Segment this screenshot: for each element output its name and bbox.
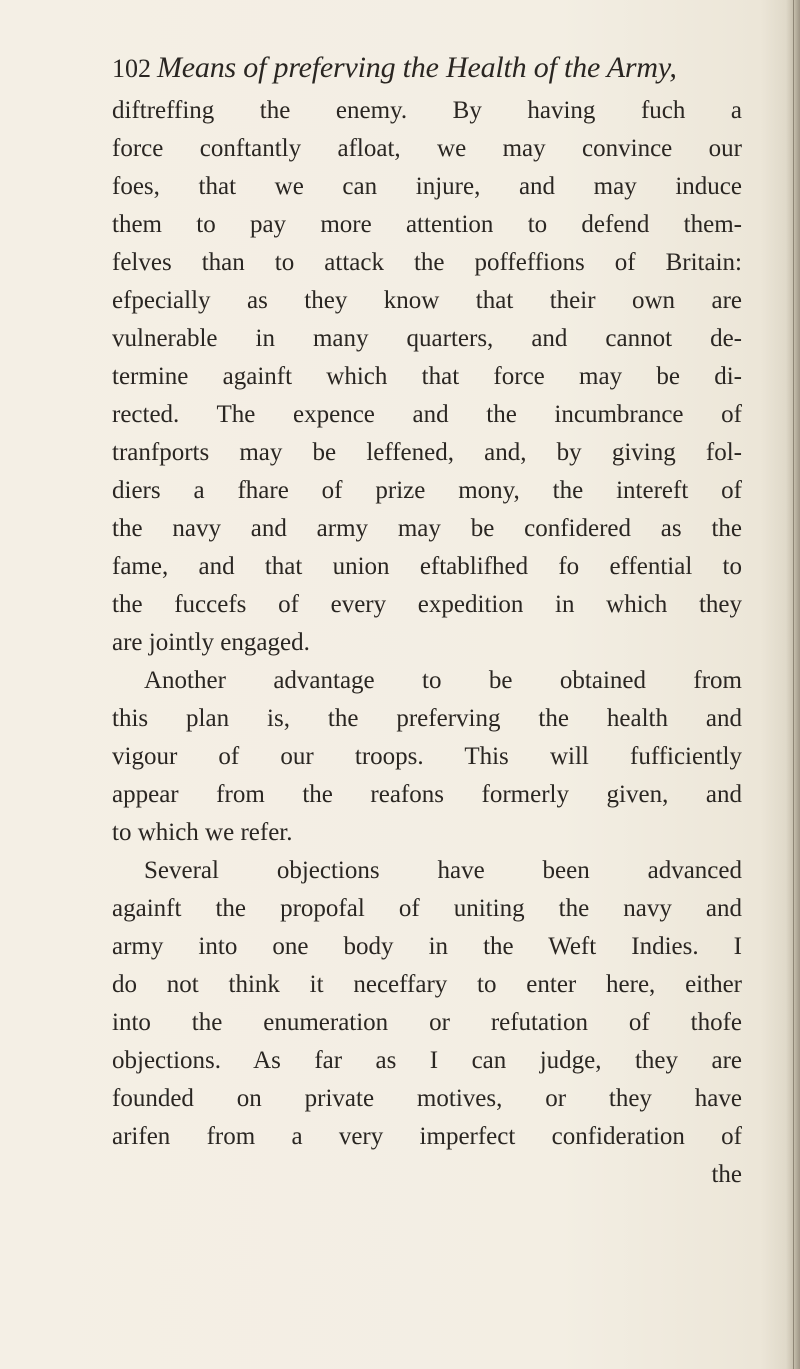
text-line: them to pay more attention to defend them-	[112, 211, 742, 238]
text-line: felves than to attack the poffeffions of Britain:	[112, 249, 742, 276]
text-line: force conftantly afloat, we may convince our	[112, 135, 742, 162]
text-line: efpecially as they know that their own are	[112, 287, 742, 314]
text-line: founded on private motives, or they have	[112, 1085, 742, 1112]
text-line: vulnerable in many quarters, and cannot de-	[112, 325, 742, 352]
paragraph-start-line: Several objections have been advanced	[144, 857, 742, 884]
text-line: foes, that we can injure, and may induce	[112, 173, 742, 200]
text-line: diers a fhare of prize mony, the intereft of	[112, 477, 742, 504]
text-line: termine againft which that force may be di-	[112, 363, 742, 390]
text-line: tranfports may be leffened, and, by giving fol-	[112, 439, 742, 466]
page-number: 102	[112, 54, 151, 83]
text-line: arifen from a very imperfect confideration of	[112, 1123, 742, 1150]
running-head: Means of preferving the Health of the Army,	[157, 51, 677, 84]
text-line: do not think it neceffary to enter here, either	[112, 971, 742, 998]
page-header	[112, 44, 742, 92]
catchword: the	[711, 1161, 742, 1188]
text-line: the navy and army may be confidered as the	[112, 515, 742, 542]
text-line: vigour of our troops. This will fufficiently	[112, 743, 742, 770]
page-edge-line	[793, 0, 794, 1369]
paragraph-end-line: to which we refer.	[112, 819, 293, 846]
paragraph-start-line: Another advantage to be obtained from	[144, 667, 742, 694]
text-block	[112, 44, 742, 1194]
text-line: rected. The expence and the incumbrance of	[112, 401, 742, 428]
text-line: fame, and that union eftablifhed fo effential to	[112, 553, 742, 580]
text-line: againft the propofal of uniting the navy and	[112, 895, 742, 922]
text-line: army into one body in the Weft Indies. I	[112, 933, 742, 960]
text-line: objections. As far as I can judge, they are	[112, 1047, 742, 1074]
text-line: diftreffing the enemy. By having fuch a	[112, 97, 742, 124]
text-line: this plan is, the preferving the health and	[112, 705, 742, 732]
text-line: into the enumeration or refutation of thofe	[112, 1009, 742, 1036]
text-line: the fuccefs of every expedition in which they	[112, 591, 742, 618]
text-line: appear from the reafons formerly given, and	[112, 781, 742, 808]
paragraph-end-line: are jointly engaged.	[112, 629, 310, 656]
